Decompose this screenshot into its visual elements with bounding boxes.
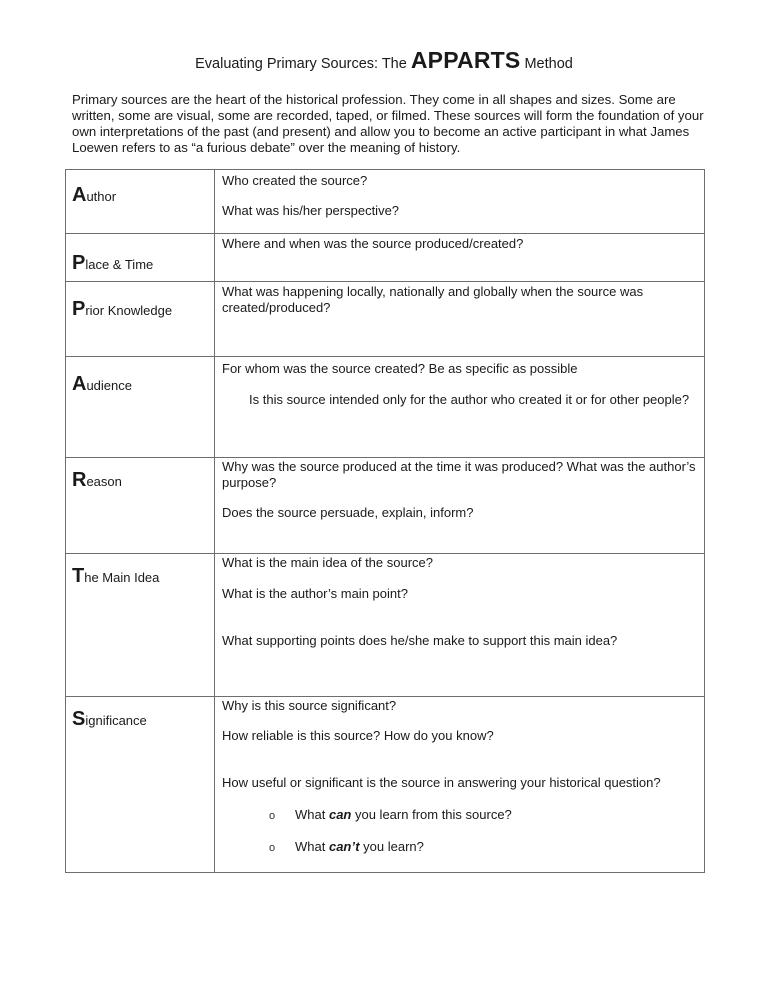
intro-paragraph: Primary sources are the heart of the historical profession. They come in all shapes and sizes. Some are written, some are visual, some are recorded, taped, or filmed. These sources will form the foundation of your own interpretations of the past (and present) and allow you to become an active participant in what James Loewen refers to as “a furious debate” over the meaning of history. (72, 92, 704, 155)
row-label (66, 170, 215, 234)
question: Does the source persuade, explain, inform? (222, 505, 474, 520)
question: How reliable is this source? How do you know? (222, 728, 494, 743)
title-acronym: APPARTS (410, 47, 521, 73)
bullet-text: What (295, 807, 329, 822)
bullet-emphasis: can (328, 807, 352, 822)
row-label (66, 282, 215, 357)
question: For whom was the source created? Be as specific as possible (222, 361, 578, 376)
row-label (66, 458, 215, 554)
bullet-item (222, 807, 698, 823)
label-rest: uthor (86, 189, 117, 204)
question: How useful or significant is the source in answering your historical question? (222, 775, 661, 790)
table-row-audience (66, 357, 705, 458)
row-label (66, 697, 215, 873)
label-initial: R (72, 469, 87, 491)
row-label (66, 554, 215, 697)
title-suffix: Method (520, 56, 573, 72)
bullet-item (222, 839, 698, 855)
label-initial: S (72, 708, 86, 730)
label-initial: T (72, 565, 85, 587)
table-row-reason (66, 458, 705, 554)
label-rest: udience (86, 378, 132, 393)
label-rest: lace & Time (85, 257, 154, 272)
row-questions (215, 282, 705, 357)
apparts-table (65, 169, 705, 873)
label-initial: P (72, 252, 86, 274)
question: What is the author’s main point? (222, 586, 408, 601)
row-questions (215, 357, 705, 458)
table-row-main-idea (66, 554, 705, 697)
bullet-text: you learn from this source? (351, 807, 512, 822)
label-rest: he Main Idea (84, 570, 160, 585)
question: Why was the source produced at the time it was produced? What was the author’s purpose? (222, 459, 696, 490)
question: What was his/her perspective? (222, 203, 400, 218)
row-questions (215, 697, 705, 873)
label-initial: A (72, 184, 87, 206)
row-questions (215, 554, 705, 697)
table-row-prior-knowledge (66, 282, 705, 357)
question: What is the main idea of the source? (222, 555, 434, 570)
question: Who created the source? (222, 173, 368, 188)
label-rest: eason (86, 474, 122, 489)
bullet-circle-icon: o (269, 810, 276, 822)
question: What was happening locally, nationally and globally when the source was created/produced? (222, 284, 644, 315)
row-label (66, 234, 215, 282)
label-rest: ignificance (85, 713, 147, 728)
question: Where and when was the source produced/created? (222, 236, 524, 251)
table-row-author (66, 170, 705, 234)
label-rest: rior Knowledge (85, 303, 173, 318)
row-label (66, 357, 215, 458)
bullet-emphasis: can’t (328, 839, 360, 854)
bullet-circle-icon: o (269, 842, 276, 854)
title-prefix: Evaluating Primary Sources: The (195, 56, 411, 72)
question: Is this source intended only for the author who created it or for other people? (249, 392, 690, 407)
label-initial: A (72, 373, 87, 395)
table-row-place-time (66, 234, 705, 282)
label-initial: P (72, 298, 86, 320)
question: What supporting points does he/she make to support this main idea? (222, 633, 618, 648)
row-questions (215, 234, 705, 282)
bullet-text: you learn? (359, 839, 424, 854)
row-questions (215, 458, 705, 554)
question: Why is this source significant? (222, 698, 397, 713)
bullet-text: What (295, 839, 329, 854)
page-title (0, 47, 768, 77)
table-row-significance (66, 697, 705, 873)
row-questions (215, 170, 705, 234)
